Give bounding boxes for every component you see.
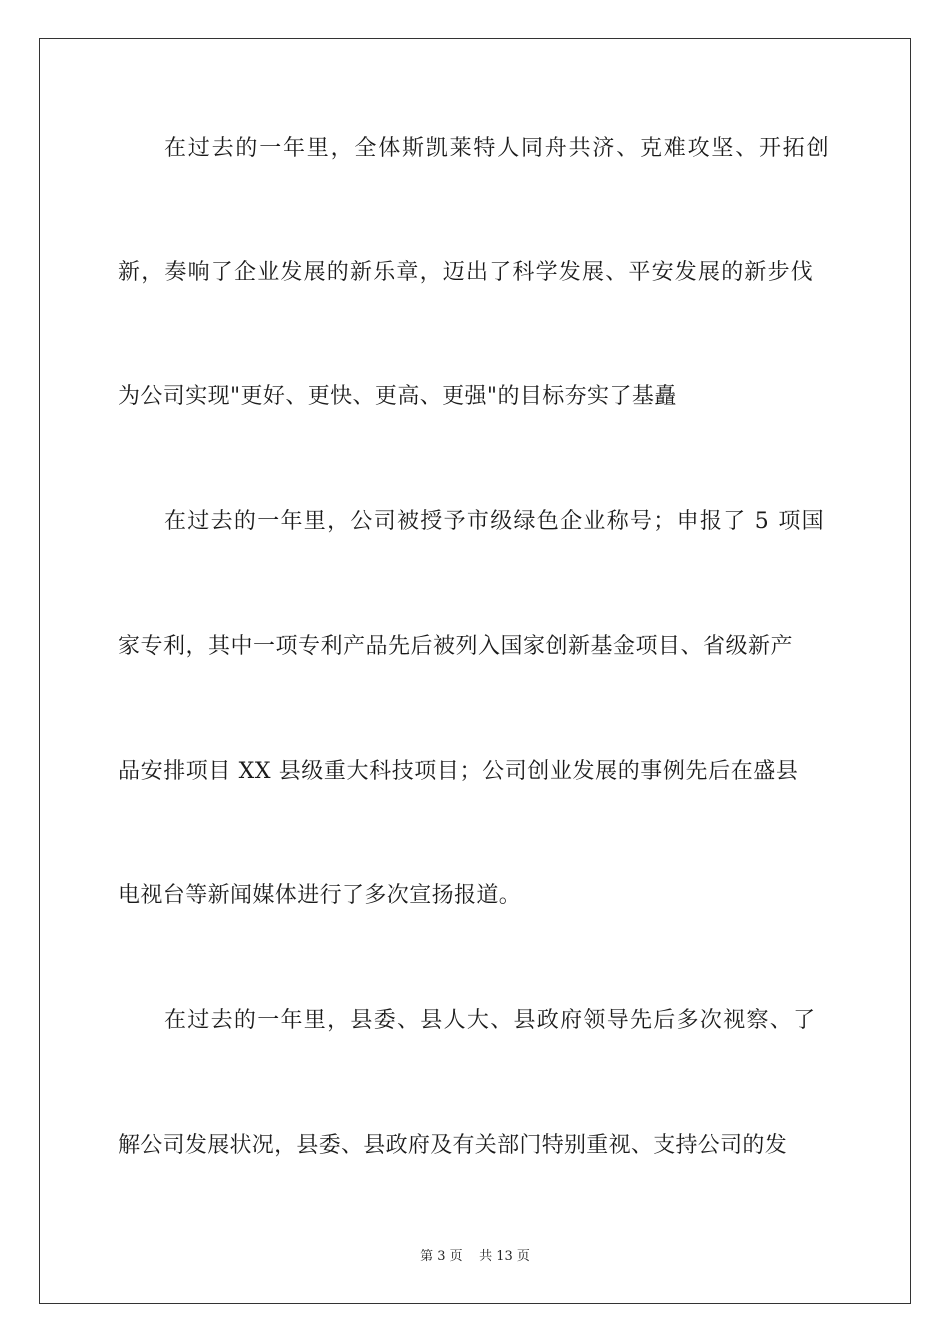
paragraph-2-line-4: 电视台等新闻媒体进行了多次宣扬报道。 — [118, 883, 522, 908]
page-footer — [0, 1248, 950, 1266]
page-number-label: 第 3 页 共 13 页 — [420, 1249, 530, 1264]
paragraph-1-line-1: 在过去的一年里，全体斯凯莱特人同舟共济、克难攻坚、开拓创 — [164, 136, 831, 161]
paragraph-3-line-1: 在过去的一年里，县委、县人大、县政府领导先后多次视察、了 — [164, 1008, 817, 1033]
paragraph-2-line-3: 品安排项目 XX 县级重大科技项目；公司创业发展的事例先后在盛县 — [118, 759, 799, 784]
paragraph-2-line-1: 在过去的一年里，公司被授予市级绿色企业称号；申报了 5 项国 — [164, 509, 825, 534]
paragraph-3-line-2: 解公司发展状况，县委、县政府及有关部门特别重视、支持公司的发 — [118, 1133, 788, 1158]
page-border — [39, 38, 911, 1304]
paragraph-1-line-3: 为公司实现"更好、更快、更高、更强"的目标夯实了基矗 — [118, 384, 677, 409]
paragraph-1-line-2: 新，奏响了企业发展的新乐章，迈出了科学发展、平安发展的新步伐 — [118, 260, 815, 285]
paragraph-2-line-2: 家专利，其中一项专利产品先后被列入国家创新基金项目、省级新产 — [118, 634, 794, 659]
